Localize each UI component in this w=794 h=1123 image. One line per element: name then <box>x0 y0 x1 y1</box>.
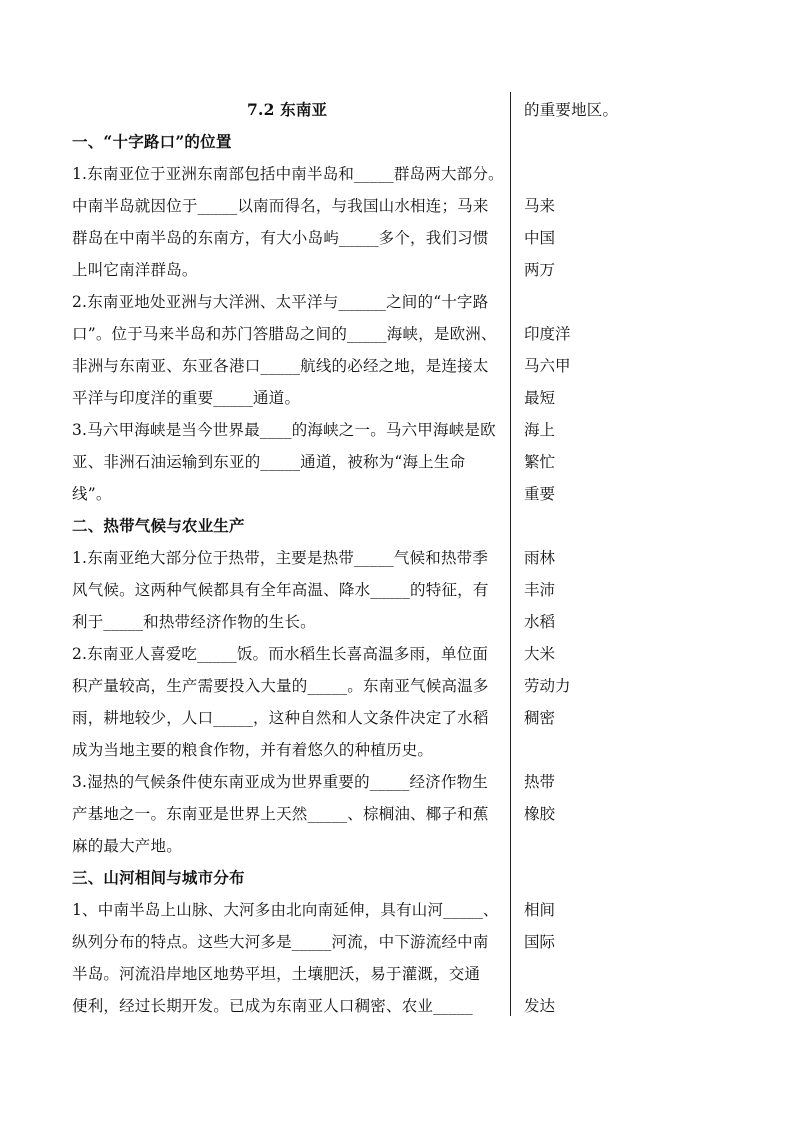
answer-item: 海上 <box>524 421 556 439</box>
question-line: 1、中南半岛上山脉、大河多由北向南延伸，具有山河_____、 <box>72 901 499 919</box>
answer-item: 劳动力 <box>524 677 571 695</box>
answer-item: 两万 <box>524 261 556 279</box>
question-line: 1.东南亚位于亚洲东南部包括中南半岛和_____群岛两大部分。 <box>72 165 504 183</box>
question-line: 非洲与东南亚、东亚各港口_____航线的必经之地，是连接太 <box>72 357 489 375</box>
question-line: 利于_____和热带经济作物的生长。 <box>72 613 316 631</box>
question-line: 平洋与印度洋的重要_____通道。 <box>72 389 301 407</box>
answer-item: 马来 <box>524 197 556 215</box>
question-line: 3.湿热的气候条件使东南亚成为世界重要的_____经济作物生 <box>72 773 489 791</box>
question-line: 纵列分布的特点。这些大河多是_____河流，中下游流经中南 <box>72 933 489 951</box>
question-line: 雨，耕地较少，人口_____，这种自然和人文条件决定了水稻 <box>72 709 489 727</box>
answer-item: 稠密 <box>524 709 556 727</box>
answer-item: 水稻 <box>524 613 556 631</box>
question-line: 风气候。这两种气候都具有全年高温、降水_____的特征，有 <box>72 581 489 599</box>
section-heading: 三、山河相间与城市分布 <box>72 868 245 887</box>
continued-answer-text: 的重要地区。 <box>524 101 619 119</box>
question-line: 1.东南亚绝大部分位于热带，主要是热带_____气候和热带季 <box>72 549 489 567</box>
answer-item: 大米 <box>524 645 556 663</box>
question-line: 半岛。河流沿岸地区地势平坦，土壤肥沃，易于灌溉，交通 <box>72 965 481 983</box>
question-line: 2.东南亚人喜爱吃_____饭。而水稻生长喜高温多雨，单位面 <box>72 645 489 663</box>
question-line: 便利，经过长期开发。已成为东南亚人口稠密、农业_____ <box>72 997 473 1015</box>
column-divider <box>510 92 511 1016</box>
question-line: 线”。 <box>72 485 112 503</box>
answer-item: 最短 <box>524 389 556 407</box>
question-line: 2.东南亚地处亚洲与大洋洲、太平洋与______之间的“十字路 <box>72 293 489 311</box>
answer-item: 印度洋 <box>524 325 571 343</box>
question-line: 亚、非洲石油运输到东亚的_____通道，被称为“海上生命 <box>72 453 466 471</box>
question-line: 口”。位于马来半岛和苏门答腊岛之间的_____海峡，是欧洲、 <box>72 325 497 343</box>
question-line: 成为当地主要的粮食作物，并有着悠久的种植历史。 <box>72 741 434 759</box>
answer-item: 丰沛 <box>524 581 556 599</box>
question-line: 上叫它南洋群岛。 <box>72 261 198 279</box>
page-title: 7.2 东南亚 <box>247 100 328 119</box>
section-heading: 二、热带气候与农业生产 <box>72 516 245 535</box>
answer-item: 重要 <box>524 485 556 503</box>
question-line: 中南半岛就因位于_____以南而得名，与我国山水相连；马来 <box>72 197 489 215</box>
answer-item: 马六甲 <box>524 357 571 375</box>
answer-item: 雨林 <box>524 549 556 567</box>
question-line: 麻的最大产地。 <box>72 837 182 855</box>
question-line: 积产量较高，生产需要投入大量的_____。东南亚气候高温多 <box>72 677 489 695</box>
answer-item: 中国 <box>524 229 556 247</box>
section-heading: 一、“十字路口”的位置 <box>72 132 232 151</box>
answer-item: 热带 <box>524 773 556 791</box>
answer-item: 相间 <box>524 901 556 919</box>
question-line: 产基地之一。东南亚是世界上天然_____、棕榈油、椰子和蕉 <box>72 805 489 823</box>
question-line: 3.马六甲海峡是当今世界最____的海峡之一。马六甲海峡是欧 <box>72 421 496 439</box>
question-line: 群岛在中南半岛的东南方，有大小岛屿_____多个，我们习惯 <box>72 229 489 247</box>
answer-item: 发达 <box>524 997 556 1015</box>
answer-item: 繁忙 <box>524 453 556 471</box>
answer-item: 橡胶 <box>524 805 556 823</box>
answer-item: 国际 <box>524 933 556 951</box>
